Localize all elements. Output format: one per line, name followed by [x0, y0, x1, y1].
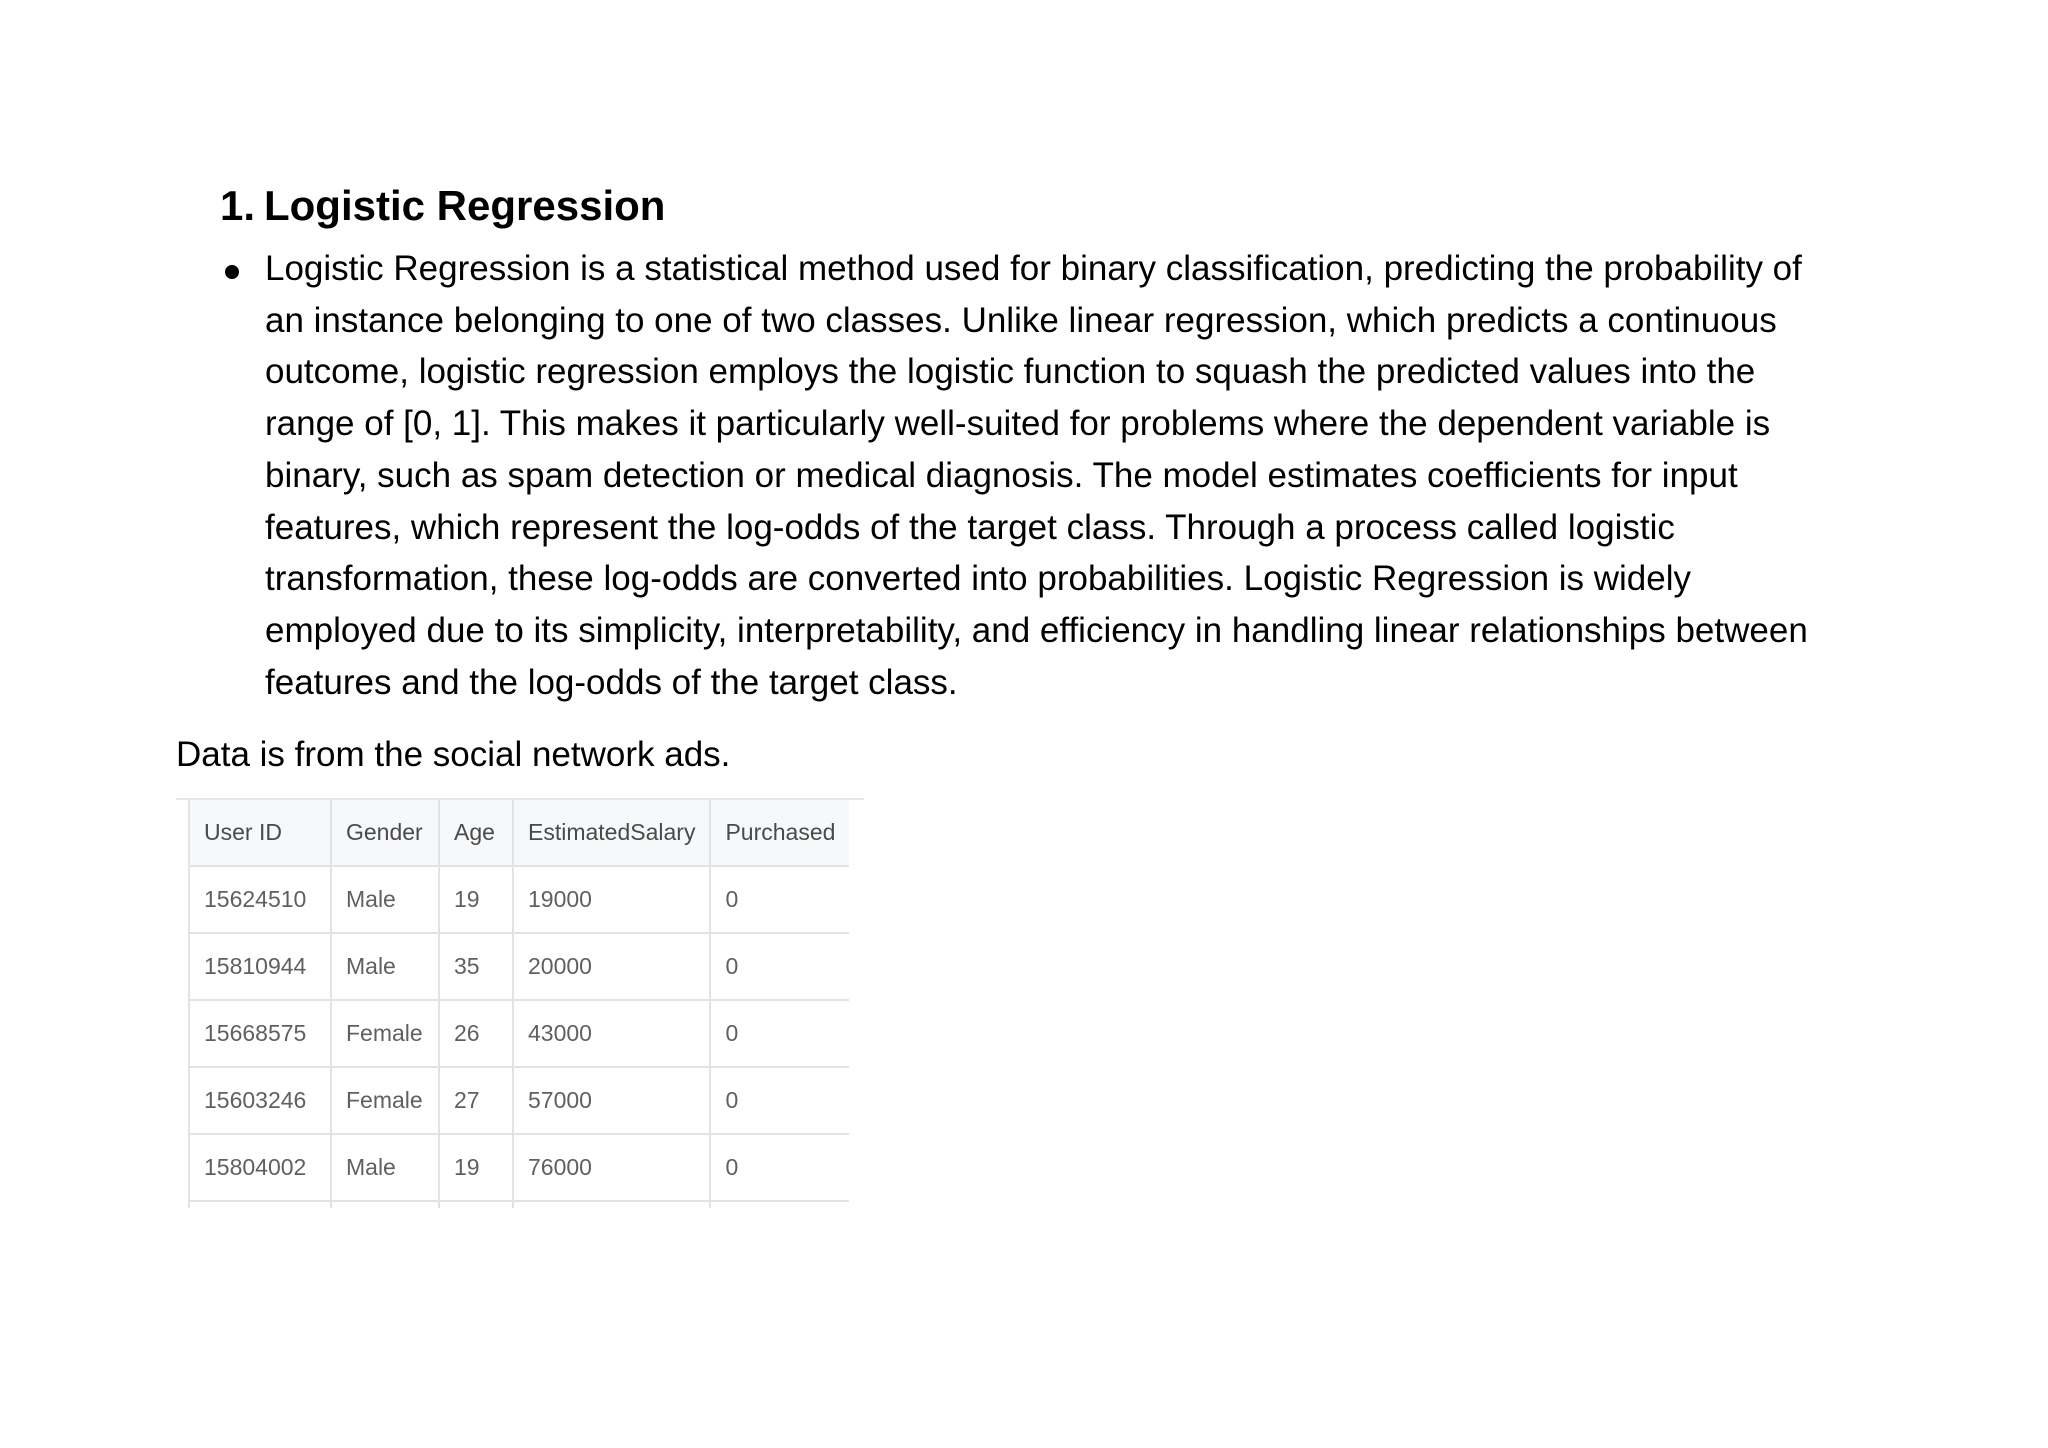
table-cell-empty	[710, 1201, 849, 1208]
table-row	[189, 1134, 849, 1201]
table-row	[189, 1000, 849, 1067]
table-row	[189, 1067, 849, 1134]
table-row-cutoff	[189, 1201, 849, 1208]
table-cell: 0	[710, 866, 849, 933]
table-cell: 0	[710, 1000, 849, 1067]
table-cell: 43000	[513, 1000, 710, 1067]
table-cell: Male	[331, 866, 439, 933]
table-cell: 19000	[513, 866, 710, 933]
table-cell: 19	[439, 1134, 513, 1201]
table-cell: 76000	[513, 1134, 710, 1201]
table-cell: 0	[710, 1067, 849, 1134]
dataset-table	[188, 800, 849, 1208]
section-title: Logistic Regression	[264, 182, 666, 229]
section-number: 1.	[220, 182, 256, 229]
section-heading	[220, 178, 665, 234]
table-cell: 0	[710, 1134, 849, 1201]
table-cell: Female	[331, 1000, 439, 1067]
data-source-text: Data is from the social network ads.	[176, 735, 731, 774]
table-cell: 27	[439, 1067, 513, 1134]
dataset-table-image	[176, 798, 864, 1210]
bullet-item	[220, 243, 1920, 708]
table-cell: 15804002	[189, 1134, 331, 1201]
table-cell: 15624510	[189, 866, 331, 933]
column-header: EstimatedSalary	[513, 800, 710, 866]
table-cell-empty	[513, 1201, 710, 1208]
table-row	[189, 866, 849, 933]
table-cell: Male	[331, 1134, 439, 1201]
table-row	[189, 933, 849, 1000]
table-cell: 57000	[513, 1067, 710, 1134]
description-paragraph: Logistic Regression is a statistical method used for binary classification, predicting the probability of an instance belonging to one of two classes. Unlike linear regression, which predicts a continuous outcome, logistic regression employs the logistic function to squash the predicted values into the range of [0, 1]. This makes it particularly well-suited for problems where the dependent variable is binary, such as spam detection or medical diagnosis. The model estimates coefficients for input features, which represent the log-odds of the target class. Through a process called logistic transformation, these log-odds are converted into probabilities. Logistic Regression is widely employed due to its simplicity, interpretability, and efficiency in handling linear relationships between features and the log-odds of the target class.	[265, 249, 1808, 702]
table-cell-empty	[189, 1201, 331, 1208]
table-cell: Male	[331, 933, 439, 1000]
table-header-row	[189, 800, 849, 866]
table-cell: 19	[439, 866, 513, 933]
column-header: Purchased	[710, 800, 849, 866]
table-cell-empty	[331, 1201, 439, 1208]
table-cell: 26	[439, 1000, 513, 1067]
table-cell-empty	[439, 1201, 513, 1208]
table-cell: 0	[710, 933, 849, 1000]
table-cell: 35	[439, 933, 513, 1000]
column-header: Gender	[331, 800, 439, 866]
table-cell: 15810944	[189, 933, 331, 1000]
table-cell: 20000	[513, 933, 710, 1000]
table-cell: Female	[331, 1067, 439, 1134]
bullet-icon	[225, 265, 239, 279]
column-header: Age	[439, 800, 513, 866]
column-header: User ID	[189, 800, 331, 866]
table-cell: 15668575	[189, 1000, 331, 1067]
table-cell: 15603246	[189, 1067, 331, 1134]
